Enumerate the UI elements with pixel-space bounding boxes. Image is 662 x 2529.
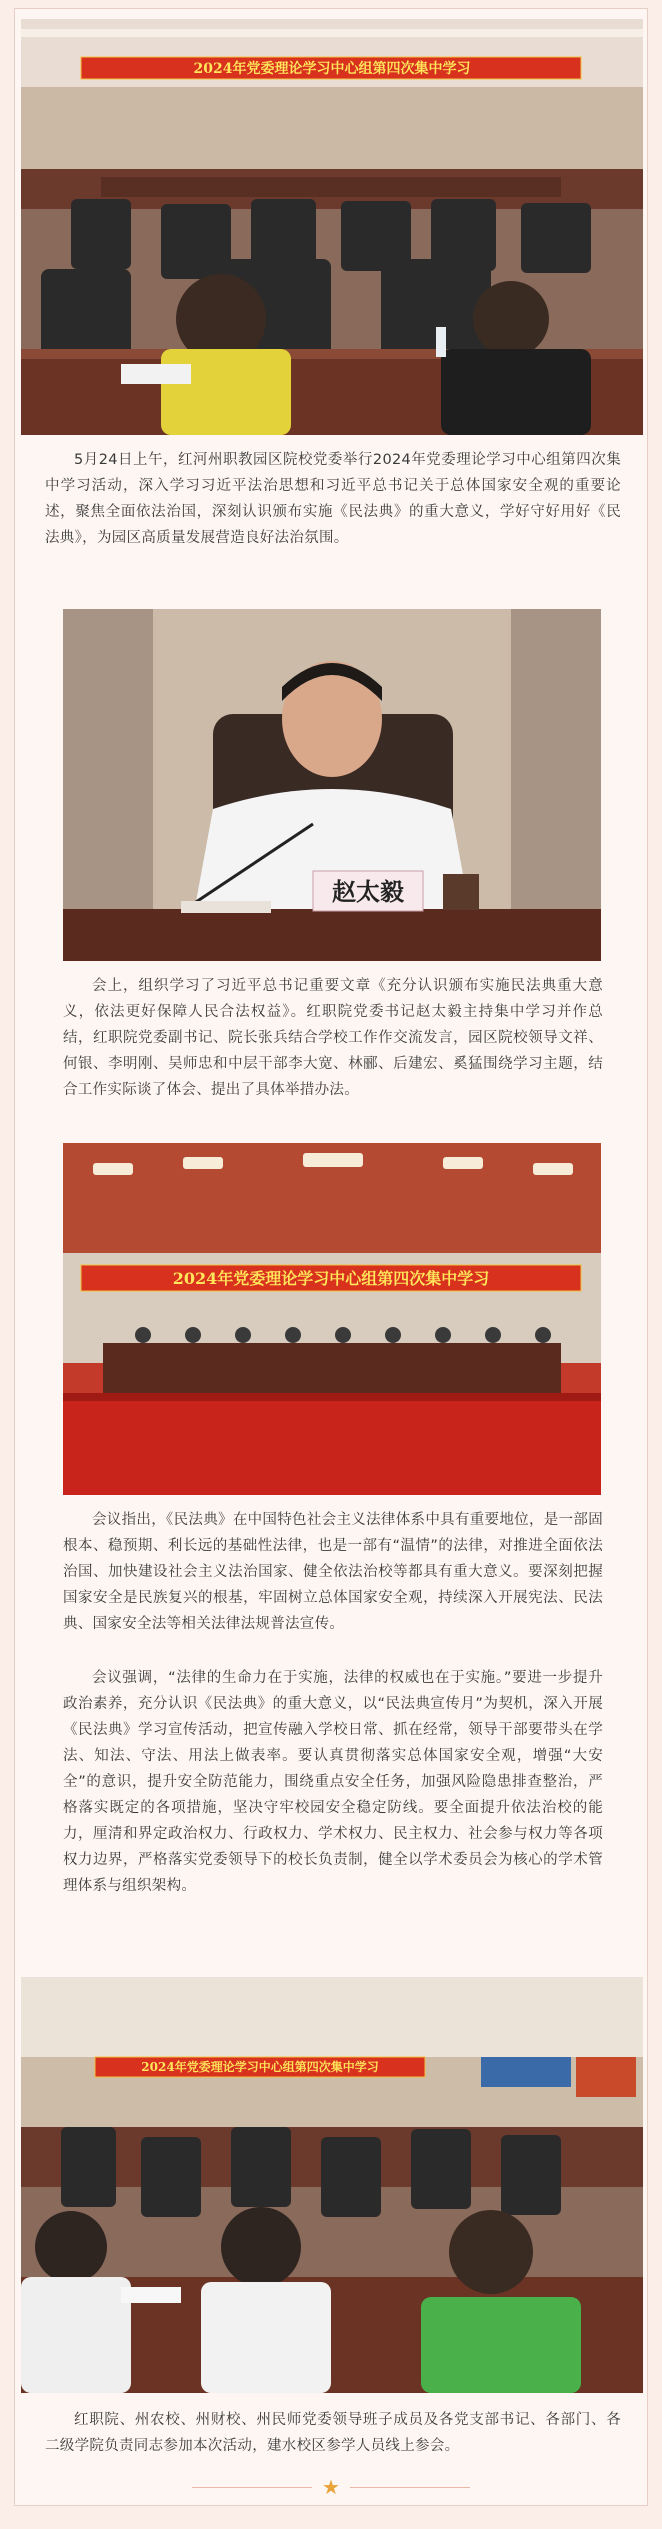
photo-speaker-image <box>63 609 601 961</box>
paragraph-attendees: 红职院、州农校、州财校、州民师党委领导班子成员及各党支部书记、各部门、各二级学院负责同志参加本次活动，建水校区参学人员线上参会。 <box>45 2412 621 2454</box>
photo-participants <box>21 1977 643 2393</box>
article-panel <box>14 8 648 2506</box>
photo-hall-front-image <box>63 1143 601 1495</box>
photo-meeting-hall-image <box>21 19 643 435</box>
photo3-banner-text: 2024年党委理论学习中心组第四次集中学习 <box>172 1269 490 1288</box>
star-icon: ★ <box>322 2475 340 2499</box>
nameplate-text: 赵太毅 <box>332 877 404 906</box>
photo1-banner-text: 2024年党委理论学习中心组第四次集中学习 <box>193 61 471 77</box>
paragraph-meeting-points: 会议指出，《民法典》在中国特色社会主义法律体系中具有重要地位，是一部固根本、稳预期、利长远的基础性法律，也是一部有“温情”的法律，对推进全面依法治国、加快建设社会主义法治国家、健全依法治校等都具有重大意义。要深刻把握国家安全是民族复兴的根基，牢固树立总体国家安全观，持续深入开展宪法、民法典、国家安全法等相关法律法规普法宣传。 <box>63 1512 603 1632</box>
photo4-banner-text: 2024年党委理论学习中心组第四次集中学习 <box>141 2060 379 2074</box>
paragraph-meeting-emphasis: 会议强调，“法律的生命力在于实施，法律的权威也在于实施。”要进一步提升政治素养，充分认识《民法典》的重大意义，以“民法典宣传月”为契机，深入开展《民法典》学习宣传活动，把宣传融入学校日常、抓在经常，领导干部要带头在学法、知法、守法、用法上做表率。要认真贯彻落实总体国家安全观，增强“大安全”的意识，提升安全防范能力，围绕重点安全任务，加强风险隐患排查整治，严格落实既定的各项措施，坚决守牢校园安全稳定防线。要全面提升依法治校的能力，厘清和界定政治权力、行政权力、学术权力、民主权力、社会参与权力等各项权力边界，严格落实党委领导下的校长负责制，健全以学术委员会为核心的学术管理体系与组织架构。 <box>63 1670 603 1894</box>
ornament-line-right <box>350 2487 470 2488</box>
photo-speaker <box>63 609 601 961</box>
photo-hall-front <box>63 1143 601 1495</box>
photo-participants-image <box>21 1977 643 2393</box>
ornament-line-left <box>192 2487 312 2488</box>
paragraph-intro: 5月24日上午，红河州职教园区院校党委举行2024年党委理论学习中心组第四次集中学习活动，深入学习习近平法治思想和习近平总书记关于总体国家安全观的重要论述，聚焦全面依法治国，深刻认识颁布实施《民法典》的重大意义，学好守好用好《民法典》，为园区高质量发展营造良好法治氛围。 <box>45 452 621 546</box>
footer-ornament <box>15 2467 647 2507</box>
photo-meeting-hall <box>21 19 643 435</box>
paragraph-meeting-content: 会上，组织学习了习近平总书记重要文章《充分认识颁布实施民法典重大意义，依法更好保障人民合法权益》。红职院党委书记赵太毅主持集中学习并作总结，红职院党委副书记、院长张兵结合学校工作作交流发言，园区院校领导文祥、何银、李明刚、吴师忠和中层干部李大宽、林郦、后建宏、奚猛围绕学习主题，结合工作实际谈了体会、提出了具体举措办法。 <box>63 978 603 1098</box>
